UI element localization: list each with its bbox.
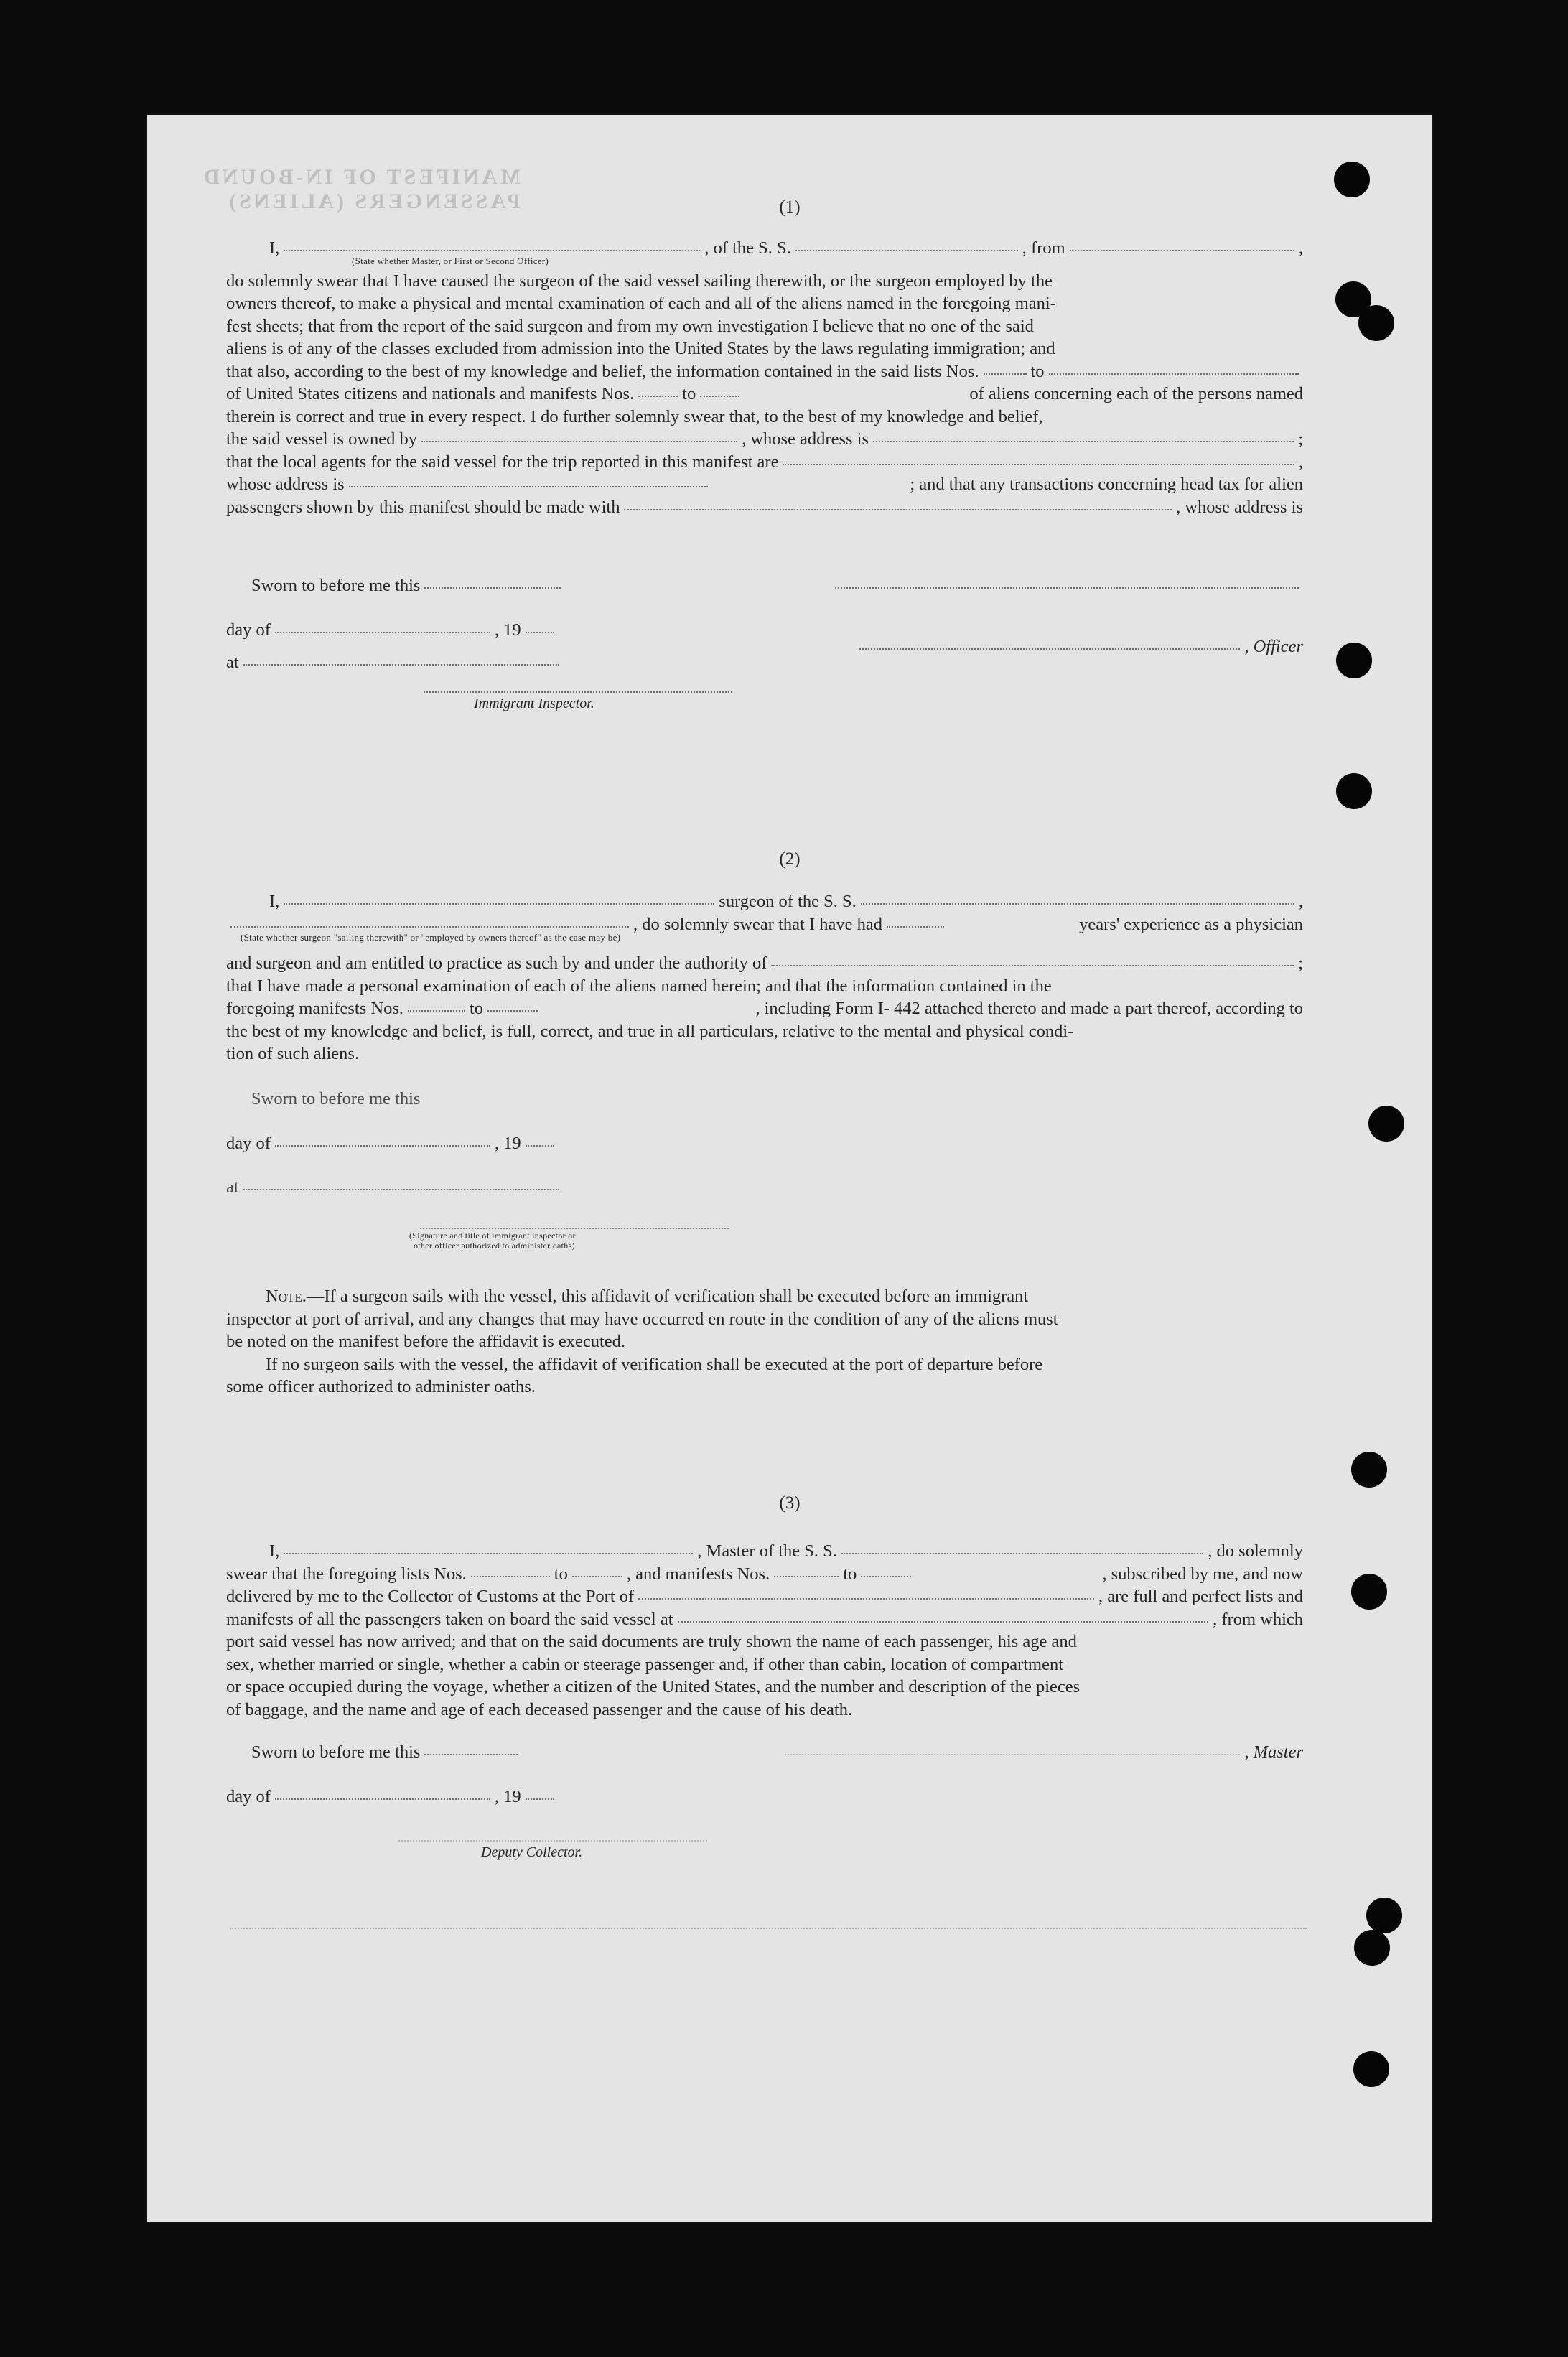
agents-field[interactable] (783, 464, 1294, 465)
s2-para-line: that I have made a personal examination of each of the aliens named herein; and that the information contained in the (226, 976, 1052, 996)
s1-sworn-line: Sworn to before me this (251, 574, 1303, 597)
s2-authority-line: and surgeon and am entitled to practice as such by and under the authority of ; (226, 953, 1303, 973)
s2-sworn-line: Sworn to before me this (251, 1089, 421, 1109)
s2-signature-field[interactable] (420, 1228, 729, 1229)
s1-manifests-line: of United States citizens and nationals and manifests Nos. to of aliens concerning each of the persons named (226, 384, 1303, 403)
s2-vessel-field[interactable] (861, 903, 1294, 905)
s1-inspector-label: Immigrant Inspector. (474, 696, 594, 711)
authority-field[interactable] (771, 965, 1294, 966)
s1-note: (State whether Master, or First or Second Officer) (352, 255, 549, 266)
binder-hole (1336, 773, 1372, 809)
note-line: be noted on the manifest before the affidavit is executed. (226, 1332, 626, 1351)
s1-para-line: therein is correct and true in every respect. I do further solemnly swear that, to the best of my knowledge and belief, (226, 406, 1043, 426)
s3-master-name-field[interactable] (284, 1553, 693, 1554)
section-2 (226, 890, 1303, 1065)
binder-hole (1334, 162, 1370, 197)
s3-manifests-from-field[interactable] (774, 1576, 839, 1577)
form-page (147, 115, 1432, 2222)
s3-year-field[interactable] (526, 1798, 554, 1800)
s1-para-line: do solemnly swear that I have caused the surgeon of the said vessel sailing therewith, or the surgeon employed by the (226, 271, 1053, 291)
s2-manifests-line: foregoing manifests Nos. to , including Form I- 442 attached thereto and made a part thereof, according to (226, 999, 1303, 1018)
binder-hole (1351, 1574, 1387, 1610)
s1-headtax-line: passengers shown by this manifest should be made with , whose address is (226, 497, 1303, 517)
s3-lists-to-field[interactable] (572, 1576, 622, 1577)
s2-dayof-line: day of , 19 (226, 1132, 1303, 1155)
s3-deputy-label: Deputy Collector. (481, 1844, 583, 1860)
s1-para-line: aliens is of any of the classes excluded from admission into the United States by the laws regulating immigration; and (226, 339, 1055, 358)
headtax-contact-field[interactable] (624, 509, 1172, 510)
section-3-number: (3) (779, 1493, 801, 1513)
s2-manifests-to-field[interactable] (487, 1010, 538, 1012)
master-name-field[interactable] (284, 250, 700, 251)
s3-sworn-line: Sworn to before me this , Master (251, 1742, 1303, 1762)
s1-lists-line: that also, according to the best of my knowledge and belief, the information contained in the said lists Nos. to (226, 360, 1303, 383)
s3-sworn-date-field[interactable] (424, 1754, 518, 1755)
binder-hole (1354, 1930, 1390, 1966)
s1-at-line: at (226, 651, 1303, 674)
s2-year-field[interactable] (526, 1145, 554, 1147)
s1-inspector-signature-field[interactable] (424, 691, 732, 693)
binder-hole (1368, 1106, 1404, 1142)
s3-master-signature-field[interactable] (785, 1754, 1240, 1755)
binder-hole (1336, 643, 1372, 678)
binder-hole (1366, 1898, 1402, 1933)
s2-para-line: the best of my knowledge and belief, is full, correct, and true in all particulars, relative to the mental and physical condi- (226, 1021, 1074, 1041)
s3-para-line: port said vessel has now arrived; and that on the said documents are truly shown the name of each passenger, his age and (226, 1632, 1077, 1651)
section-3 (226, 1540, 1303, 1721)
s2-para-line: tion of such aliens. (226, 1044, 360, 1063)
agent-address-field[interactable] (349, 486, 708, 487)
binder-hole (1353, 2051, 1389, 2087)
manifests-to-field[interactable] (700, 396, 739, 397)
note-line-1: Note.—If a surgeon sails with the vessel, this affidavit of verification shall be executed before an immigrant (266, 1287, 1029, 1306)
owner-address-field[interactable] (873, 441, 1294, 442)
s3-port-field[interactable] (638, 1598, 1094, 1600)
s2-month-field[interactable] (275, 1145, 490, 1147)
manifests-from-field[interactable] (638, 396, 678, 397)
surgeon-name-field[interactable] (284, 903, 714, 905)
s2-manifests-from-field[interactable] (408, 1010, 465, 1012)
section-1 (226, 237, 1303, 518)
binder-hole (1351, 1452, 1387, 1488)
s2-line-1: I, surgeon of the S. S. , (269, 892, 1303, 911)
s1-sworn-date-field[interactable] (424, 587, 561, 589)
note-line-4: If no surgeon sails with the vessel, the affidavit of verification shall be executed at the port of departure before (266, 1354, 1043, 1374)
s3-deputy-signature-field[interactable] (398, 1840, 707, 1842)
s3-embark-port-field[interactable] (678, 1621, 1209, 1623)
binder-hole (1358, 305, 1394, 341)
surgeon-status-field[interactable] (230, 926, 629, 928)
s2-note-block (226, 1285, 1303, 1399)
s1-place-field[interactable] (243, 664, 559, 666)
s2-at-line: at (226, 1176, 1303, 1199)
s3-para-line: of baggage, and the name and age of each deceased passenger and the cause of his death. (226, 1699, 853, 1719)
s1-officer-signature-field[interactable] (835, 587, 1299, 589)
s3-line-3: delivered by me to the Collector of Customs at the Port of , are full and perfect lists and (226, 1587, 1303, 1606)
s3-line-1: I, , Master of the S. S. , do solemnly (269, 1541, 1303, 1561)
years-experience-field[interactable] (887, 926, 944, 928)
s3-lists-from-field[interactable] (471, 1576, 550, 1577)
s3-signature-block (226, 1741, 1303, 1861)
vessel-name-field[interactable] (795, 250, 1018, 251)
s3-para-line: or space occupied during the voyage, whether a citizen of the United States, and the number and description of the pieces (226, 1677, 1081, 1696)
s3-line-2: swear that the foregoing lists Nos. to , and manifests Nos. to , subscribed by me, and now (226, 1564, 1303, 1584)
s1-year-field[interactable] (526, 632, 554, 633)
s2-signature-block (226, 1088, 1303, 1251)
section-2-number: (2) (779, 849, 801, 869)
lists-to-field[interactable] (1049, 373, 1299, 375)
bottom-rule (230, 1928, 1307, 1929)
s1-officer-name-field[interactable] (859, 648, 1240, 650)
s2-place-field[interactable] (243, 1189, 559, 1190)
s3-vessel-field[interactable] (841, 1553, 1203, 1554)
s3-line-4: manifests of all the passengers taken on board the said vessel at , from which (226, 1609, 1303, 1629)
s1-dayof-line: day of , 19 (226, 619, 1303, 642)
s1-month-field[interactable] (275, 632, 490, 633)
s1-signature-block (226, 574, 1303, 712)
note-line: inspector at port of arrival, and any changes that may have occurred en route in the condition of any of the aliens must (226, 1309, 1058, 1329)
from-port-field[interactable] (1070, 250, 1294, 251)
s1-officer-line: , Officer (226, 635, 1303, 658)
s3-dayof-line: day of , 19 (226, 1786, 1303, 1808)
s3-manifests-to-field[interactable] (861, 1576, 911, 1577)
section-1-number: (1) (779, 197, 801, 217)
lists-from-field[interactable] (984, 373, 1027, 375)
owner-field[interactable] (421, 441, 737, 442)
s1-para-line: owners thereof, to make a physical and mental examination of each and all of the aliens named in the foregoing mani- (226, 294, 1056, 313)
bleed-through-stamp: MANIFEST OF IN-BOUND PASSENGERS (ALIENS) (200, 165, 521, 213)
s3-para-line: sex, whether married or single, whether a cabin or steerage passenger and, if other than cabin, location of compartment (226, 1654, 1064, 1674)
s1-owner-line: the said vessel is owned by , whose address is ; (226, 429, 1303, 449)
s1-para-line: fest sheets; that from the report of the said surgeon and from my own investigation I believe that no one of the said (226, 316, 1034, 336)
s2-line-2: , do solemnly swear that I have had years' experience as a physician (226, 913, 1303, 936)
s3-month-field[interactable] (275, 1798, 490, 1800)
s1-agents-line: that the local agents for the said vessel for the trip reported in this manifest are , (226, 452, 1303, 472)
s1-line-1: I, , of the S. S. , from , (269, 238, 1303, 258)
note-line: some officer authorized to administer oaths. (226, 1377, 536, 1396)
s2-sig-caption: (Signature and title of immigrant inspector or other officer authorized to administer oaths) (409, 1230, 576, 1251)
s1-agent-address-line: whose address is ; and that any transactions concerning head tax for alien (226, 475, 1303, 494)
s2-note: (State whether surgeon "sailing therewith" or "employed by owners thereof" as the case may be) (241, 932, 621, 943)
